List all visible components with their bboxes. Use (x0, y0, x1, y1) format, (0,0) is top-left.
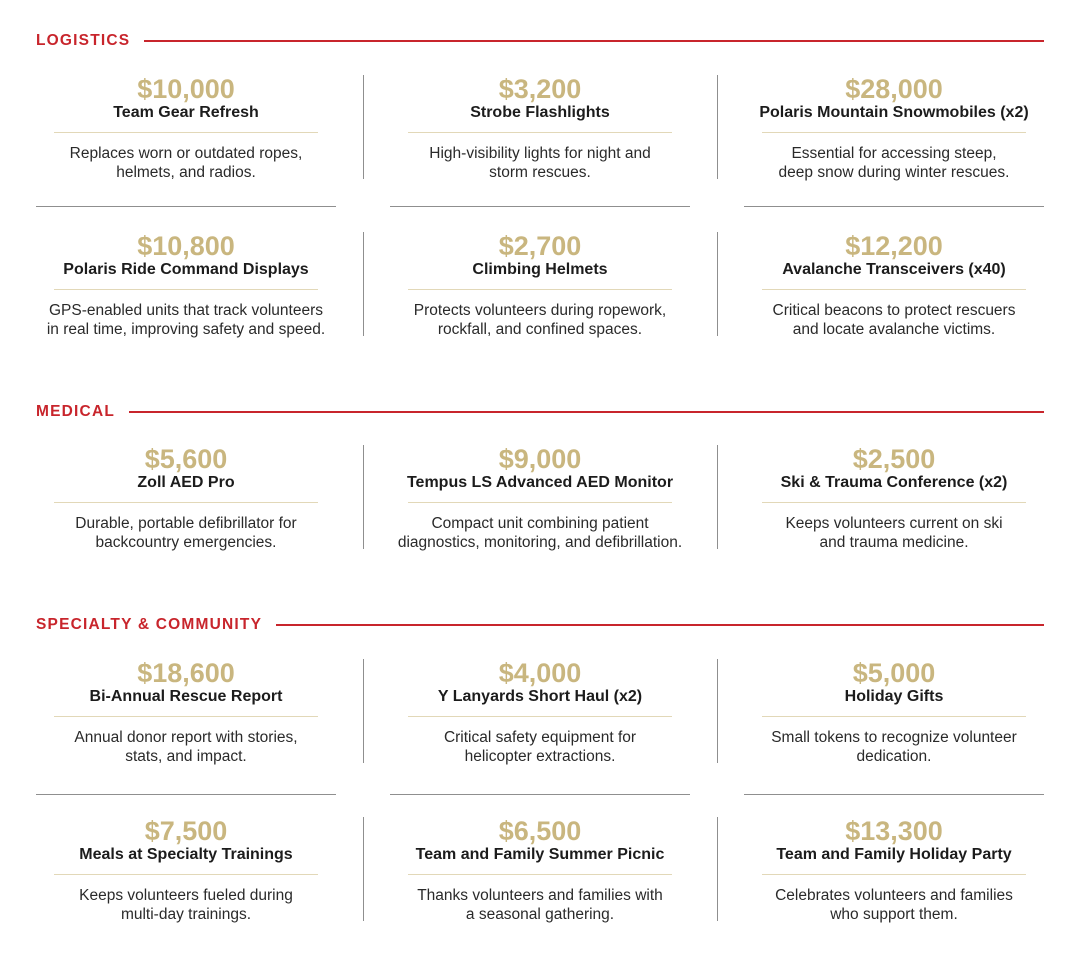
item-divider (762, 132, 1026, 133)
column-divider (363, 659, 364, 763)
column-divider (717, 659, 718, 763)
funding-item (744, 816, 1044, 924)
column-divider (717, 445, 718, 549)
item-divider (54, 132, 318, 133)
item-description: Critical safety equipment for helicopter extractions. (443, 729, 637, 765)
item-amount: $9,000 (498, 444, 582, 474)
item-divider (54, 716, 318, 717)
item-description: Critical beacons to protect rescuers and locate avalanche victims. (772, 302, 1016, 338)
item-description: Durable, portable defibrillator for backcountry emergencies. (75, 515, 297, 551)
item-amount: $4,000 (498, 658, 582, 688)
item-title: Polaris Ride Command Displays (63, 261, 309, 278)
funding-item (36, 658, 336, 766)
item-title: Ski & Trauma Conference (x2) (780, 474, 1008, 491)
section-header-specialty-community (36, 615, 1044, 635)
item-amount: $13,300 (845, 816, 943, 846)
item-title: Avalanche Transceivers (x40) (782, 261, 1006, 278)
row-divider (390, 794, 690, 795)
item-description: Protects volunteers during ropework, rockfall, and confined spaces. (413, 302, 667, 338)
item-divider (762, 502, 1026, 503)
funding-item (744, 444, 1044, 552)
column-divider (717, 232, 718, 336)
item-description: Keeps volunteers fueled during multi-day trainings. (79, 887, 293, 923)
item-description: Compact unit combining patient diagnostics, monitoring, and defibrillation. (397, 515, 683, 551)
item-title: Team and Family Holiday Party (776, 846, 1012, 863)
item-amount: $3,200 (498, 74, 582, 104)
item-divider (408, 716, 672, 717)
item-divider (54, 502, 318, 503)
item-description: Annual donor report with stories, stats, and impact. (74, 729, 298, 765)
column-divider (363, 232, 364, 336)
item-amount: $5,600 (144, 444, 228, 474)
funding-item (390, 658, 690, 766)
funding-item (36, 444, 336, 552)
item-description: GPS-enabled units that track volunteers in real time, improving safety and speed. (46, 302, 326, 338)
item-divider (408, 874, 672, 875)
section-divider (276, 624, 1044, 626)
funding-item (744, 658, 1044, 766)
section-header-medical (36, 402, 1044, 422)
item-title: Tempus LS Advanced AED Monitor (406, 474, 674, 491)
item-divider (408, 132, 672, 133)
item-title: Holiday Gifts (844, 688, 944, 705)
section-header-logistics (36, 31, 1044, 51)
item-title: Meals at Specialty Trainings (79, 846, 293, 863)
item-title: Team and Family Summer Picnic (415, 846, 665, 863)
item-title: Climbing Helmets (472, 261, 608, 278)
item-divider (54, 874, 318, 875)
item-title: Strobe Flashlights (470, 104, 610, 121)
item-amount: $5,000 (852, 658, 936, 688)
column-divider (717, 817, 718, 921)
item-title: Zoll AED Pro (137, 474, 235, 491)
item-amount: $12,200 (845, 231, 943, 261)
column-divider (363, 817, 364, 921)
funding-item (744, 74, 1044, 182)
row-divider (744, 206, 1044, 207)
item-description: Small tokens to recognize volunteer dedication. (771, 729, 1017, 765)
item-description: Keeps volunteers current on ski and trauma medicine. (785, 515, 1003, 551)
funding-item (36, 816, 336, 924)
column-divider (363, 445, 364, 549)
item-divider (408, 502, 672, 503)
funding-item (390, 231, 690, 339)
funding-item (390, 74, 690, 182)
column-divider (717, 75, 718, 179)
funding-item (36, 231, 336, 339)
item-divider (762, 289, 1026, 290)
item-title: Y Lanyards Short Haul (x2) (437, 688, 643, 705)
item-divider (762, 874, 1026, 875)
item-title: Polaris Mountain Snowmobiles (x2) (759, 104, 1029, 121)
funding-item (36, 74, 336, 182)
item-description: Thanks volunteers and families with a seasonal gathering. (417, 887, 663, 923)
section-title: MEDICAL (36, 403, 116, 420)
item-amount: $10,000 (137, 74, 235, 104)
item-amount: $7,500 (144, 816, 228, 846)
item-description: High-visibility lights for night and storm rescues. (429, 145, 651, 181)
item-description: Celebrates volunteers and families who support them. (775, 887, 1013, 923)
section-divider (129, 411, 1044, 413)
item-amount: $10,800 (137, 231, 235, 261)
item-divider (762, 716, 1026, 717)
funding-item (390, 816, 690, 924)
section-title: SPECIALTY & COMMUNITY (36, 616, 263, 633)
item-description: Essential for accessing steep, deep snow during winter rescues. (778, 145, 1010, 181)
row-divider (744, 794, 1044, 795)
item-title: Team Gear Refresh (113, 104, 259, 121)
section-title: LOGISTICS (36, 32, 131, 49)
item-amount: $28,000 (845, 74, 943, 104)
row-divider (36, 206, 336, 207)
item-amount: $18,600 (137, 658, 235, 688)
item-amount: $6,500 (498, 816, 582, 846)
item-amount: $2,700 (498, 231, 582, 261)
funding-item (744, 231, 1044, 339)
column-divider (363, 75, 364, 179)
item-description: Replaces worn or outdated ropes, helmets, and radios. (69, 145, 303, 181)
item-amount: $2,500 (852, 444, 936, 474)
item-divider (54, 289, 318, 290)
row-divider (36, 794, 336, 795)
section-divider (144, 40, 1044, 42)
funding-item (390, 444, 690, 552)
item-divider (408, 289, 672, 290)
row-divider (390, 206, 690, 207)
item-title: Bi-Annual Rescue Report (89, 688, 283, 705)
